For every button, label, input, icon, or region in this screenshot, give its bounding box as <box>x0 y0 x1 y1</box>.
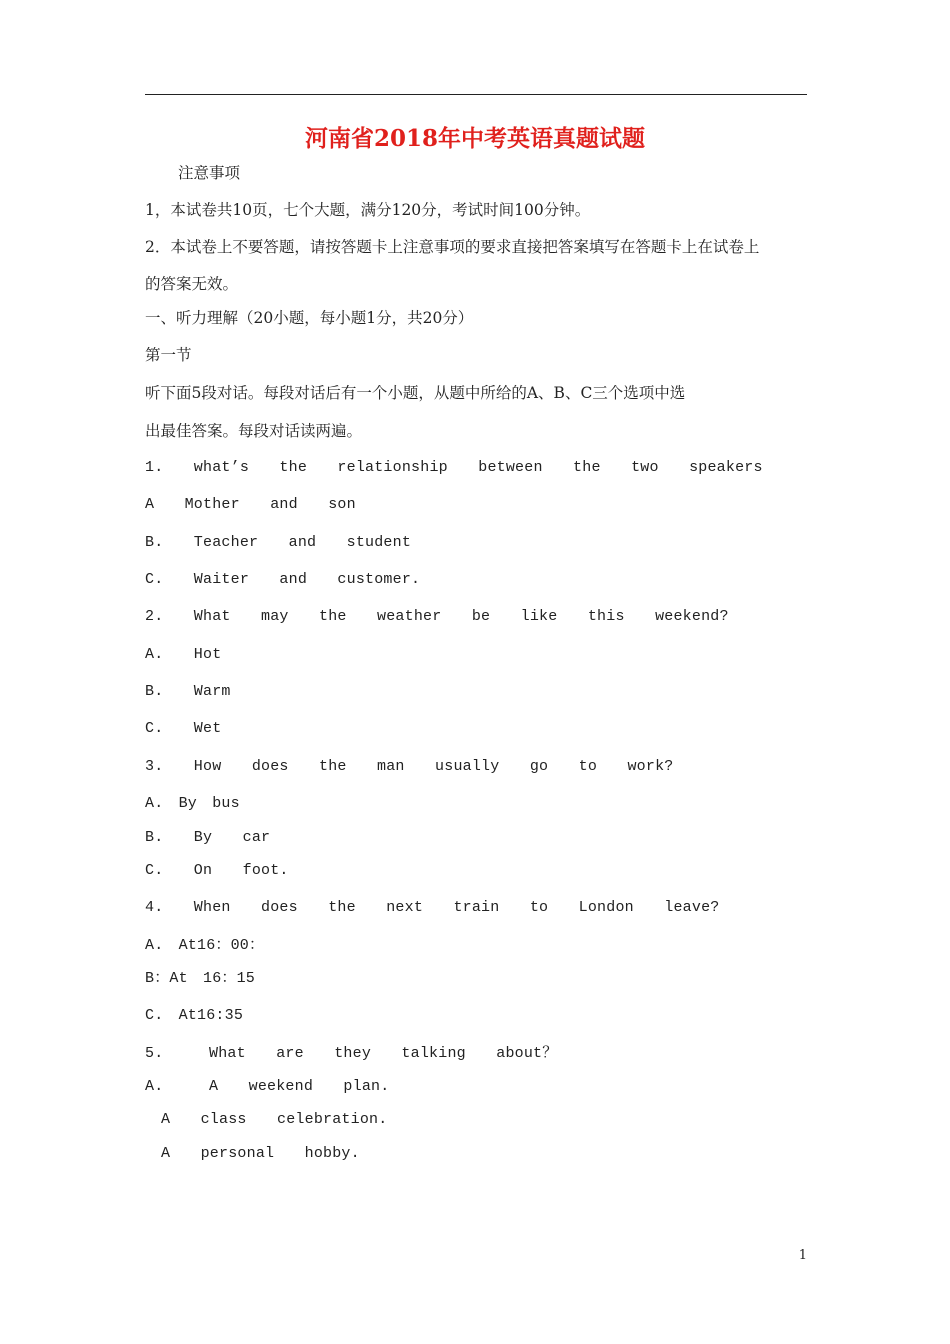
question-2: 2. What may the weather be like this weekend? <box>145 608 729 625</box>
notice-heading: 注意事项 <box>178 164 241 182</box>
document-title: 河南省2018年中考英语真题试题 <box>304 125 645 152</box>
notice-item-2b: 的答案无效。 <box>145 275 239 293</box>
question-4-option-c: C. At16:35 <box>145 1007 244 1024</box>
question-5-option-b: A class celebration. <box>161 1111 388 1128</box>
section-heading: 一、听力理解（20小题，每小题1分，共20分） <box>145 309 474 327</box>
notice-item-2a: 2．本试卷上不要答题，请按答题卡上注意事项的要求直接把答案填写在答题卡上在试卷上 <box>145 238 760 256</box>
question-3: 3. How does the man usually go to work? <box>145 758 674 775</box>
instruction-line-1: 听下面5段对话。每段对话后有一个小题，从题中所给的A、B、C三个选项中选 <box>145 384 686 402</box>
question-1-option-b: B. Teacher and student <box>145 534 412 551</box>
question-2-option-a: A. Hot <box>145 646 222 663</box>
page-number: 1 <box>798 1248 807 1263</box>
question-1-option-a: A Mother and son <box>145 496 356 513</box>
question-1-option-c: C. Waiter and customer. <box>145 571 421 588</box>
question-5-option-c: A personal hobby. <box>161 1145 360 1162</box>
instruction-line-2: 出最佳答案。每段对话读两遍。 <box>145 422 363 440</box>
notice-item-1: 1，本试卷共10页，七个大题，满分120分，考试时间100分钟。 <box>145 201 591 219</box>
question-3-option-a: A. By bus <box>145 795 240 812</box>
part-heading: 第一节 <box>145 346 192 364</box>
question-1: 1. what’s the relationship between the two speakers <box>145 459 763 476</box>
question-3-option-b: B. By car <box>145 829 271 846</box>
header-rule <box>145 94 807 95</box>
question-4-option-b: B：At 16：15 <box>145 970 256 987</box>
question-4-option-a: A. At16：00： <box>145 937 265 954</box>
question-5-option-a: A. A weekend plan. <box>145 1078 390 1095</box>
question-2-option-b: B. Warm <box>145 683 231 700</box>
question-3-option-c: C. On foot. <box>145 862 289 879</box>
question-2-option-c: C. Wet <box>145 720 222 737</box>
question-4: 4. When does the next train to London leave? <box>145 899 720 916</box>
question-5: 5. What are they talking about？ <box>145 1045 558 1062</box>
